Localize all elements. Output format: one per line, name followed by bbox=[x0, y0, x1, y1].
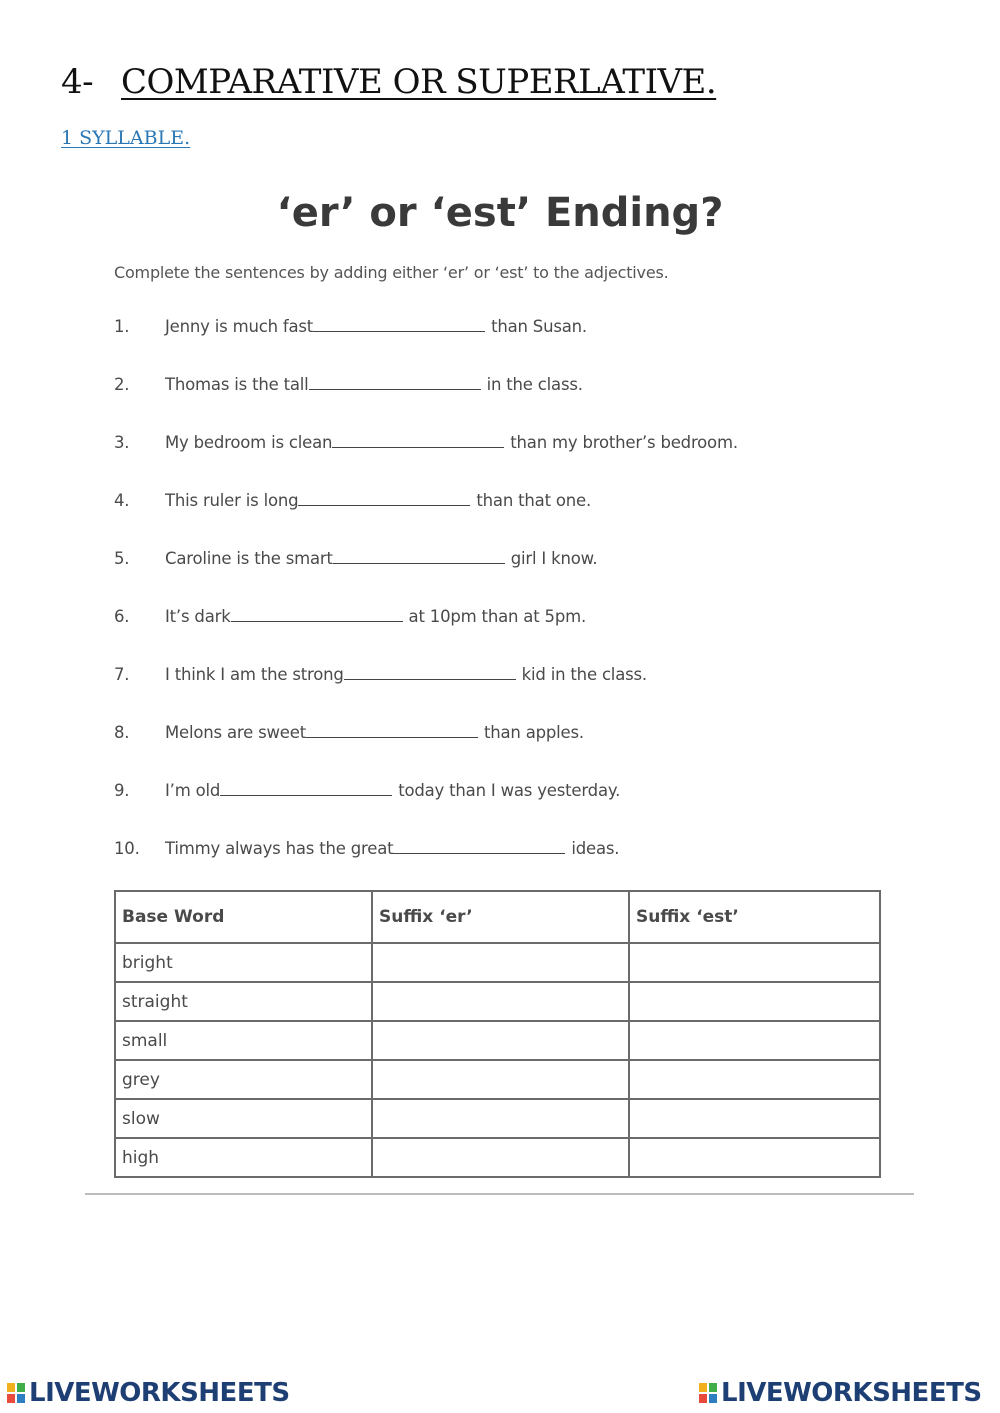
answer-blank[interactable] bbox=[344, 665, 516, 680]
question-text-before: My bedroom is clean bbox=[165, 433, 333, 452]
answer-blank[interactable] bbox=[333, 549, 505, 564]
question-text-before: Jenny is much fast bbox=[165, 317, 314, 336]
suffix-er-cell[interactable] bbox=[372, 1099, 629, 1138]
section-title: COMPARATIVE OR SUPERLATIVE. bbox=[121, 62, 717, 102]
question-text-before: Timmy always has the great bbox=[165, 839, 394, 858]
answer-blank[interactable] bbox=[332, 433, 504, 448]
question-10 bbox=[114, 839, 619, 858]
header-base-word: Base Word bbox=[115, 891, 372, 943]
suffix-est-cell[interactable] bbox=[629, 1099, 880, 1138]
section-number: 4- bbox=[61, 62, 94, 102]
question-text-before: This ruler is long bbox=[165, 491, 299, 510]
question-2 bbox=[114, 375, 583, 394]
question-3 bbox=[114, 433, 738, 452]
question-8 bbox=[114, 723, 584, 742]
base-word-cell: slow bbox=[115, 1099, 372, 1138]
logo-text: LIVEWORKSHEETS bbox=[721, 1378, 982, 1408]
suffix-est-cell[interactable] bbox=[629, 943, 880, 982]
question-number: 8. bbox=[114, 723, 130, 742]
question-text-before: Caroline is the smart bbox=[165, 549, 333, 568]
answer-blank[interactable] bbox=[306, 723, 478, 738]
table-row bbox=[115, 1021, 880, 1060]
header-suffix-est: Suffix ‘est’ bbox=[629, 891, 880, 943]
question-5 bbox=[114, 549, 597, 568]
suffix-er-cell[interactable] bbox=[372, 982, 629, 1021]
answer-blank[interactable] bbox=[393, 839, 565, 854]
question-number: 3. bbox=[114, 433, 130, 452]
suffix-est-cell[interactable] bbox=[629, 1021, 880, 1060]
table-row bbox=[115, 1060, 880, 1099]
answer-blank[interactable] bbox=[298, 491, 470, 506]
question-text-before: Melons are sweet bbox=[165, 723, 306, 742]
question-text-after: at 10pm than at 5pm. bbox=[408, 607, 587, 626]
question-7 bbox=[114, 665, 647, 684]
table-row bbox=[115, 982, 880, 1021]
table-row bbox=[115, 943, 880, 982]
question-text-before: I’m old bbox=[165, 781, 221, 800]
question-text-after: than my brother’s bedroom. bbox=[510, 433, 738, 452]
base-word-cell: straight bbox=[115, 982, 372, 1021]
suffix-er-cell[interactable] bbox=[372, 1021, 629, 1060]
question-text-after: kid in the class. bbox=[521, 665, 647, 684]
question-number: 4. bbox=[114, 491, 130, 510]
question-number: 6. bbox=[114, 607, 130, 626]
question-number: 9. bbox=[114, 781, 130, 800]
liveworksheets-logo bbox=[698, 1378, 982, 1408]
question-text-after: in the class. bbox=[486, 375, 583, 394]
suffix-est-cell[interactable] bbox=[629, 1060, 880, 1099]
suffix-table bbox=[114, 890, 881, 1178]
table-header-row bbox=[115, 891, 880, 943]
logo-text: LIVEWORKSHEETS bbox=[29, 1378, 290, 1408]
worksheet-title: ‘er’ or ‘est’ Ending? bbox=[276, 190, 724, 236]
base-word-cell: bright bbox=[115, 943, 372, 982]
answer-blank[interactable] bbox=[309, 375, 481, 390]
question-text-after: ideas. bbox=[571, 839, 620, 858]
suffix-est-cell[interactable] bbox=[629, 1138, 880, 1177]
suffix-est-cell[interactable] bbox=[629, 982, 880, 1021]
question-4 bbox=[114, 491, 591, 510]
question-number: 7. bbox=[114, 665, 130, 684]
question-text-after: than apples. bbox=[483, 723, 584, 742]
base-word-cell: high bbox=[115, 1138, 372, 1177]
table-row bbox=[115, 1099, 880, 1138]
answer-blank[interactable] bbox=[220, 781, 392, 796]
header-suffix-er: Suffix ‘er’ bbox=[372, 891, 629, 943]
suffix-er-cell[interactable] bbox=[372, 1060, 629, 1099]
question-number: 10. bbox=[114, 839, 140, 858]
answer-blank[interactable] bbox=[231, 607, 403, 622]
table-row bbox=[115, 1138, 880, 1177]
answer-blank[interactable] bbox=[313, 317, 485, 332]
question-text-after: today than I was yesterday. bbox=[398, 781, 621, 800]
question-text-after: than Susan. bbox=[491, 317, 587, 336]
suffix-er-cell[interactable] bbox=[372, 943, 629, 982]
question-text-before: It’s dark bbox=[165, 607, 231, 626]
liveworksheets-logo bbox=[6, 1378, 290, 1408]
liveworksheets-blocks-icon bbox=[698, 1382, 718, 1404]
syllable-link[interactable]: 1 SYLLABLE. bbox=[61, 127, 191, 149]
worksheet-instructions: Complete the sentences by adding either ‘er’ or ‘est’ to the adjectives. bbox=[114, 263, 669, 282]
question-number: 1. bbox=[114, 317, 130, 336]
suffix-er-cell[interactable] bbox=[372, 1138, 629, 1177]
question-9 bbox=[114, 781, 620, 800]
divider-line bbox=[85, 1193, 914, 1195]
base-word-cell: small bbox=[115, 1021, 372, 1060]
section-heading bbox=[61, 62, 716, 102]
question-text-before: I think I am the strong bbox=[165, 665, 344, 684]
question-text-after: than that one. bbox=[476, 491, 592, 510]
question-number: 2. bbox=[114, 375, 130, 394]
question-6 bbox=[114, 607, 586, 626]
question-number: 5. bbox=[114, 549, 130, 568]
question-text-before: Thomas is the tall bbox=[165, 375, 309, 394]
question-1 bbox=[114, 317, 587, 336]
question-text-after: girl I know. bbox=[510, 549, 598, 568]
liveworksheets-blocks-icon bbox=[6, 1382, 26, 1404]
base-word-cell: grey bbox=[115, 1060, 372, 1099]
